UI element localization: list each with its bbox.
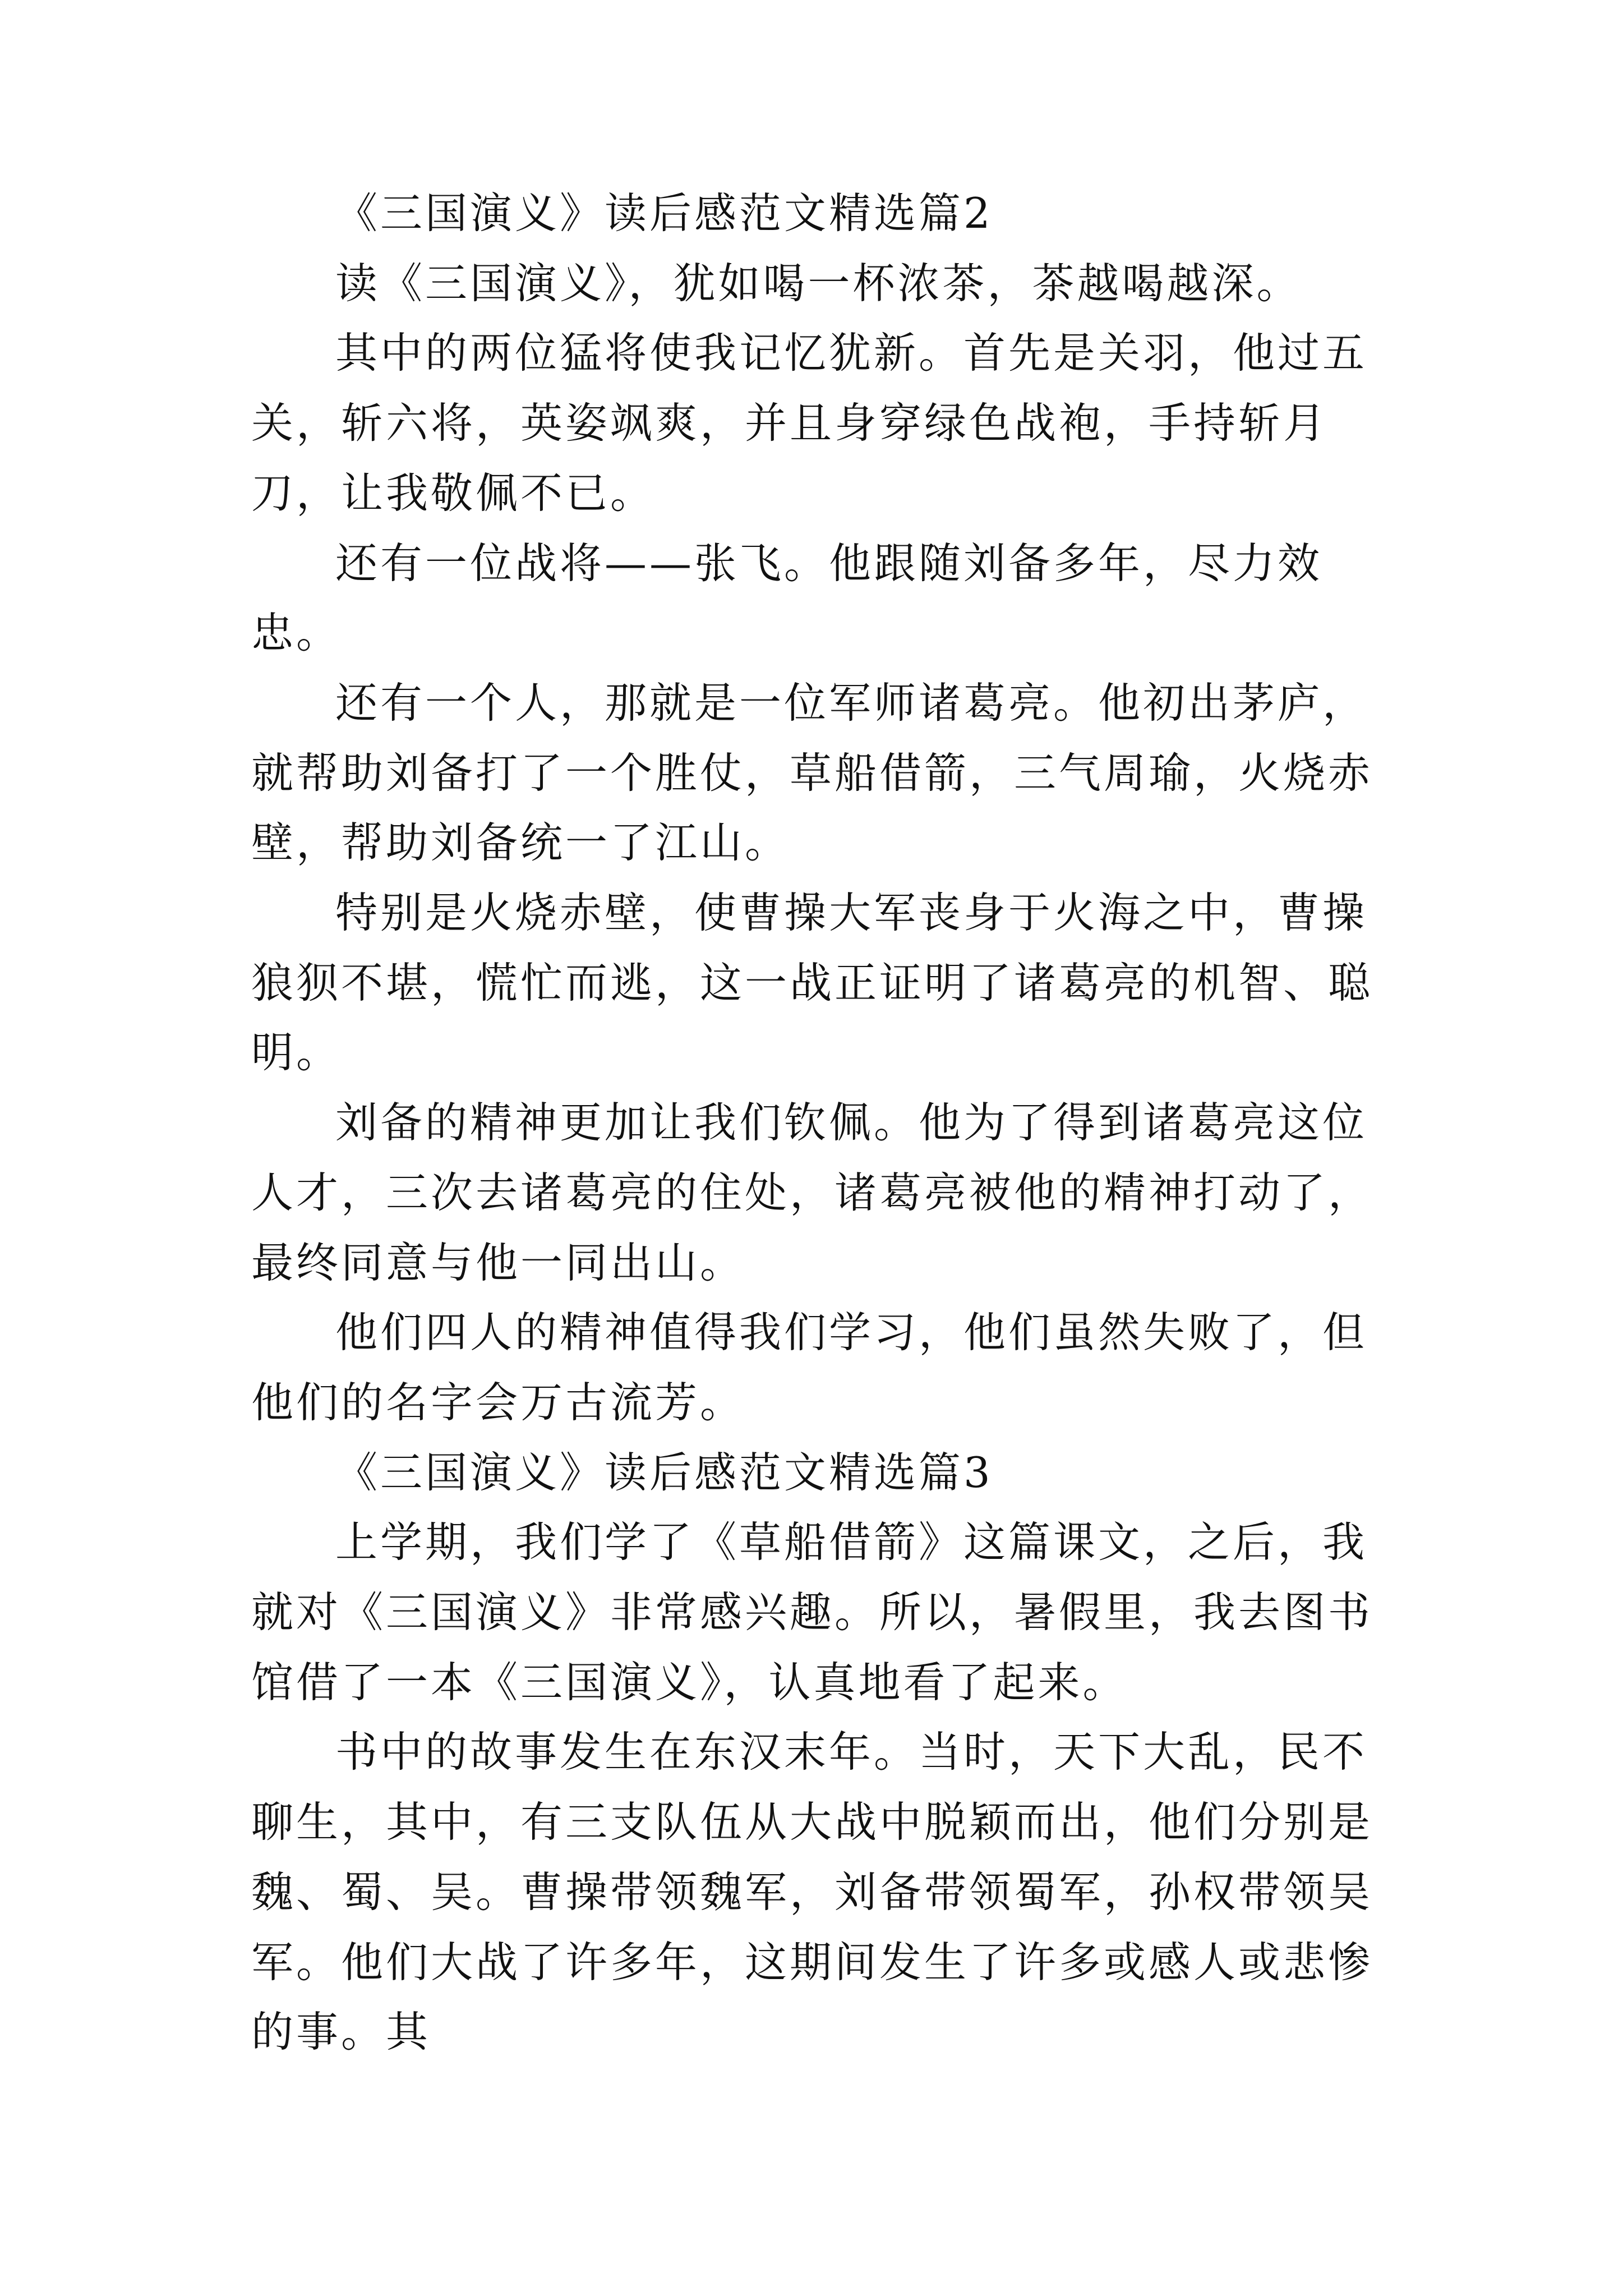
paragraph: 读《三国演义》，犹如喝一杯浓茶，茶越喝越深。 <box>335 258 1302 308</box>
paragraph: 还有一位战将——张飞。他跟随刘备多年，尽力效忠。 <box>251 538 1323 658</box>
paragraph: 书中的故事发生在东汉末年。当时，天下大乱，民不聊生，其中，有三支队伍从大战中脱颖而出，他们分别是魏、蜀、吴。曹操带领魏军，刘备带领蜀军，孙权带领吴军。他们大战了许多年，这期间发生了许多或感人或悲惨的事。其 <box>251 1727 1373 2057</box>
paragraph: 特别是火烧赤壁，使曹操大军丧身于火海之中，曹操狼狈不堪，慌忙而逃，这一战正证明了诸葛亮的机智、聪明。 <box>251 888 1373 1078</box>
paragraph: 还有一个人，那就是一位军师诸葛亮。他初出茅庐，就帮助刘备打了一个胜仗，草船借箭，三气周瑜，火烧赤壁，帮助刘备统一了江山。 <box>251 678 1373 868</box>
section-heading-2: 《三国演义》读后感范文精选篇2 <box>335 188 993 238</box>
paragraph: 刘备的精神更加让我们钦佩。他为了得到诸葛亮这位人才，三次去诸葛亮的住处，诸葛亮被他的精神打动了，最终同意与他一同出山。 <box>251 1098 1373 1287</box>
paragraph: 其中的两位猛将使我记忆犹新。首先是关羽，他过五关，斩六将，英姿飒爽，并且身穿绿色战袍，手持斩月刀，让我敬佩不已。 <box>251 328 1368 518</box>
document-body <box>251 178 1395 2067</box>
paragraph: 上学期，我们学了《草船借箭》这篇课文，之后，我就对《三国演义》非常感兴趣。所以，暑假里，我去图书馆借了一本《三国演义》，认真地看了起来。 <box>251 1517 1373 1707</box>
section-heading-3: 《三国演义》读后感范文精选篇3 <box>335 1447 993 1497</box>
paragraph: 他们四人的精神值得我们学习，他们虽然失败了，但他们的名字会万古流芳。 <box>251 1308 1368 1427</box>
